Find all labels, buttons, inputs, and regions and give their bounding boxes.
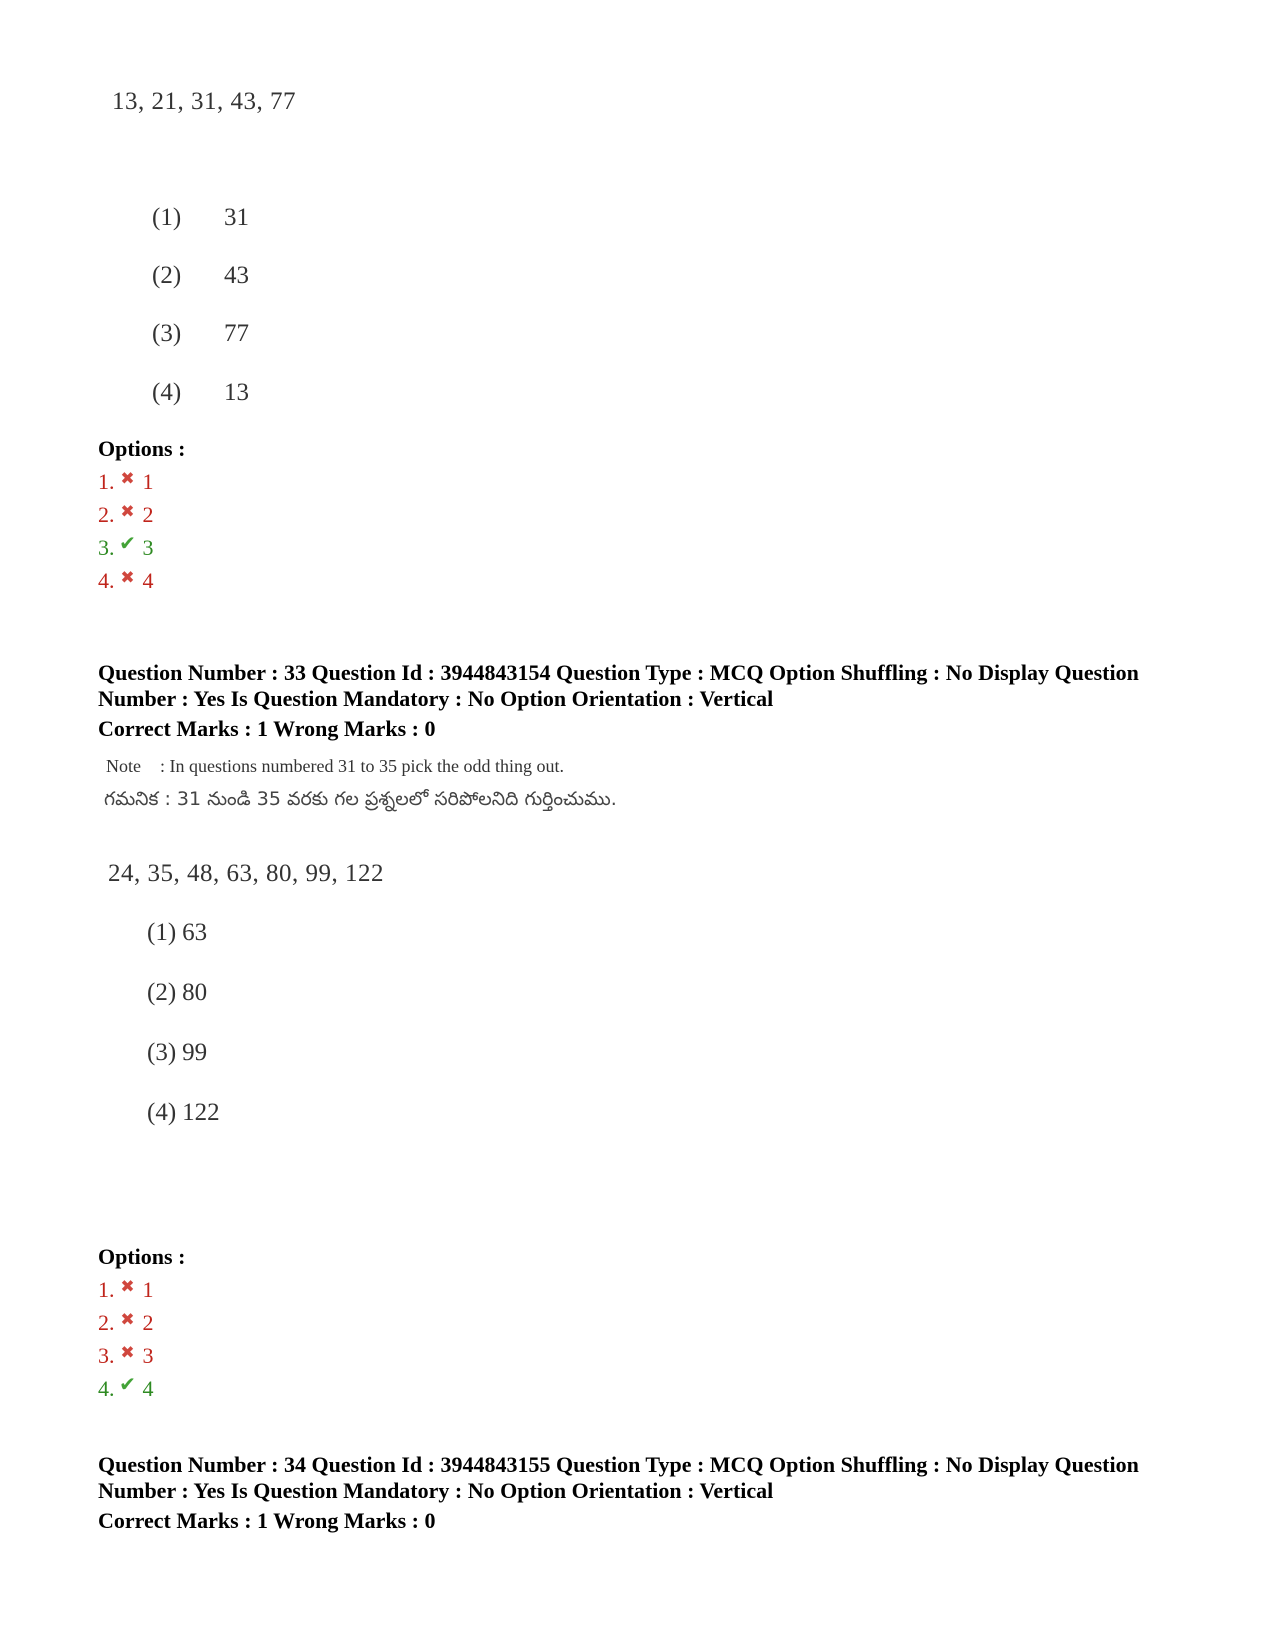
option-number: (1) <box>152 204 182 231</box>
question-33-option-1 <box>147 919 207 947</box>
option-value: 43 <box>224 262 249 289</box>
question-header-line: Number : Yes Is Question Mandatory : No Option Orientation : Vertical <box>98 1478 774 1503</box>
question-32-option-3 <box>152 320 249 348</box>
option-value: 80 <box>182 979 208 1006</box>
option-number: (4) <box>147 1099 177 1126</box>
option-value: 99 <box>182 1039 208 1066</box>
answer-value: 3 <box>142 1343 154 1368</box>
question-32-option-1 <box>152 204 249 232</box>
answer-option-4 <box>98 564 154 597</box>
option-number: (1) <box>147 919 177 946</box>
answer-label: 3. <box>98 535 115 560</box>
question-33-header <box>98 660 1218 712</box>
option-value: 13 <box>224 379 249 406</box>
answer-option-4 <box>98 1372 154 1405</box>
note-label: Note <box>106 756 141 776</box>
answer-label: 4. <box>98 568 115 593</box>
options-title: Options : <box>98 1244 186 1269</box>
question-33-marks: Correct Marks : 1 Wrong Marks : 0 <box>98 716 436 741</box>
option-number: (4) <box>152 379 182 406</box>
answer-label: 3. <box>98 1343 115 1368</box>
answer-option-1 <box>98 1273 154 1306</box>
question-33-sequence: 24, 35, 48, 63, 80, 99, 122 <box>108 860 384 887</box>
question-34-header <box>98 1452 1218 1504</box>
question-header-line: Number : Yes Is Question Mandatory : No Option Orientation : Vertical <box>98 686 774 711</box>
option-value: 63 <box>182 919 208 946</box>
answer-label: 4. <box>98 1376 115 1401</box>
question-32-sequence: 13, 21, 31, 43, 77 <box>112 88 296 115</box>
answer-value: 2 <box>142 1310 154 1335</box>
answer-value: 1 <box>142 1277 154 1302</box>
answer-label: 2. <box>98 502 115 527</box>
question-header-line: Question Number : 34 Question Id : 3944843155 Question Type : MCQ Option Shuffling : No Display Question <box>98 1452 1139 1477</box>
answer-value: 1 <box>142 469 154 494</box>
option-value: 31 <box>224 204 249 231</box>
answer-label: 1. <box>98 1277 115 1302</box>
answer-label: 2. <box>98 1310 115 1335</box>
answer-option-3 <box>98 1339 154 1372</box>
question-33-option-4 <box>147 1099 220 1127</box>
option-value: 122 <box>182 1099 220 1126</box>
question-32-option-2 <box>152 262 249 290</box>
cross-icon: ✖ <box>120 502 135 521</box>
question-33-answers <box>98 1273 154 1405</box>
option-value: 77 <box>224 320 249 347</box>
option-number: (2) <box>152 262 182 289</box>
question-34-marks: Correct Marks : 1 Wrong Marks : 0 <box>98 1508 436 1533</box>
note-text: : In questions numbered 31 to 35 pick the odd thing out. <box>160 756 564 776</box>
question-32-answers <box>98 465 154 597</box>
check-icon: ✔ <box>119 1374 136 1396</box>
options-title: Options : <box>98 436 186 461</box>
question-33-option-3 <box>147 1039 207 1067</box>
note-telugu: గమనిక : 31 నుండి 35 వరకు గల ప్రశ్నలలో సరిపోలనిది గుర్తించుము. <box>104 788 617 810</box>
answer-option-3 <box>98 531 154 564</box>
cross-icon: ✖ <box>120 1310 135 1329</box>
question-33-option-2 <box>147 979 207 1007</box>
question-32-option-4 <box>152 379 249 407</box>
option-number: (3) <box>152 320 182 347</box>
answer-option-2 <box>98 498 154 531</box>
answer-option-2 <box>98 1306 154 1339</box>
note-english <box>106 756 564 777</box>
check-icon: ✔ <box>119 533 136 555</box>
option-number: (3) <box>147 1039 177 1066</box>
cross-icon: ✖ <box>120 568 135 587</box>
cross-icon: ✖ <box>120 1343 135 1362</box>
cross-icon: ✖ <box>120 469 135 488</box>
answer-value: 4 <box>142 1376 154 1401</box>
option-number: (2) <box>147 979 177 1006</box>
answer-option-1 <box>98 465 154 498</box>
answer-label: 1. <box>98 469 115 494</box>
answer-value: 2 <box>142 502 154 527</box>
question-header-line: Question Number : 33 Question Id : 3944843154 Question Type : MCQ Option Shuffling : No Display Question <box>98 660 1139 685</box>
answer-value: 4 <box>142 568 154 593</box>
cross-icon: ✖ <box>120 1277 135 1296</box>
answer-value: 3 <box>142 535 154 560</box>
